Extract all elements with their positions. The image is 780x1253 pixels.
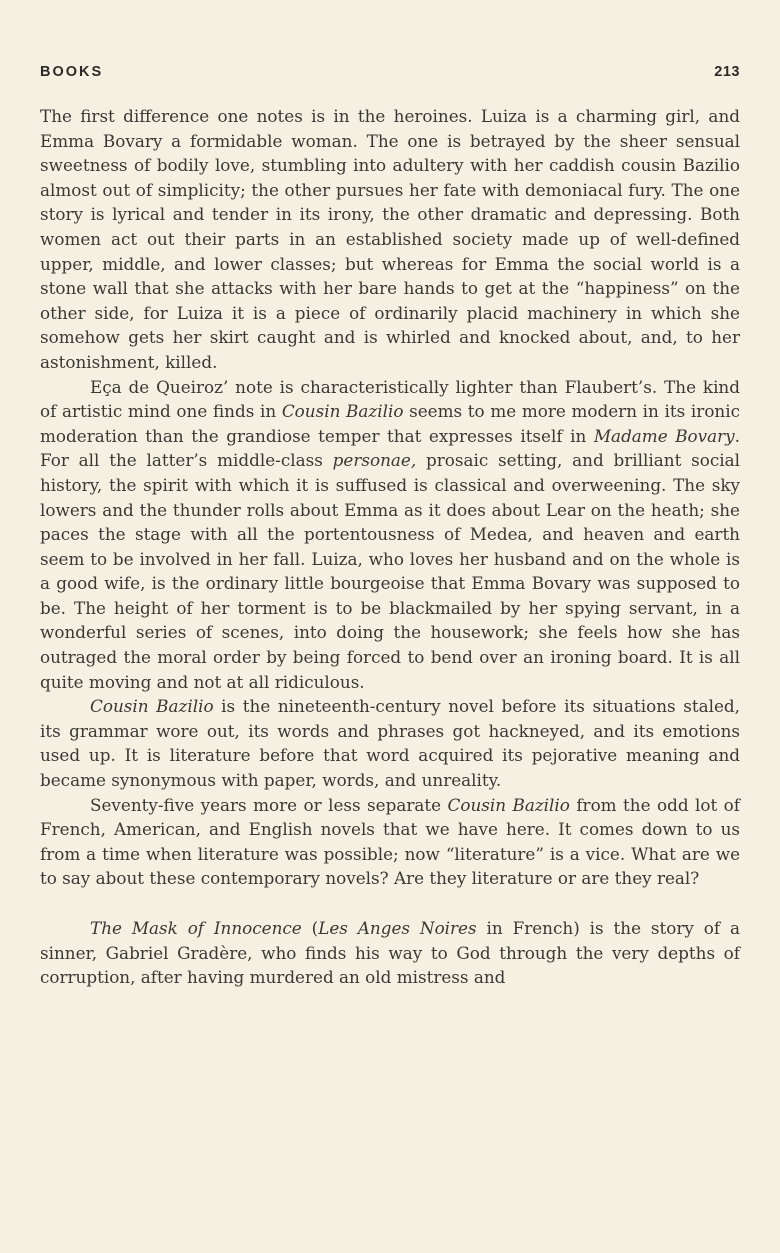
- paragraph-2: [40, 375, 740, 695]
- paragraph-3-title-cousin-bazilio: Cousin Bazilio: [90, 696, 214, 717]
- paragraph-5-title-mask-of-innocence: The Mask of Innocence: [90, 918, 302, 938]
- paragraph-1-text: The first difference one notes is in the heroines. Luiza is a charming girl, and Emma Bovary a formidable woman. The one is betrayed by the sheer sensual sweetness of bodily love, stumbling into adultery with her caddish cousin Bazilio almost out of simplicity; the other pursues her fate with demoniacal fury. The one story is lyrical and tender in its irony, the other dramatic and depressing. Both women act out their parts in an established society made up of well-defined upper, middle, and lower classes; but whereas for Emma the social world is a stone wall that she attacks with her bare hands to get at the “happiness” on the other side, for Luiza it is a piece of ordinarily placid machinery in which she somehow gets her skirt caught and is whirled and knocked about, and, to her astonishment, killed.: [40, 106, 740, 372]
- paragraph-5-title-les-anges-noires: Les Anges Noires: [318, 918, 477, 938]
- paragraph-3: [40, 694, 740, 792]
- paragraph-2-text-g: prosaic setting, and brilliant social history, the spirit with which it is suffused is classical and overweening. The sky lowers and the thunder rolls about Emma as it does about Lear on the heath; she paces the stage with all the portentousness of Medea, and heaven and earth seem to be involved in her fall. Luiza, who loves her husband and on the whole is a good wife, is the ordinary little bourgeoise that Emma Bovary was supposed to be. The height of her torment is to be blackmailed by her spying servant, in a wonderful series of scenes, into doing the housework; she feels how she has outraged the moral order by being forced to bend over an ironing board. It is all quite moving and not at all ridiculous.: [40, 450, 741, 692]
- section-title: BOOKS: [40, 64, 104, 80]
- paragraph-2-word-personae: personae,: [332, 450, 417, 471]
- paragraph-1: [40, 104, 740, 375]
- paragraph-5: [40, 916, 740, 990]
- paragraph-2-title-madame-bovary: Madame Bovary: [593, 425, 735, 446]
- page-number: 213: [714, 64, 740, 80]
- paragraph-4-title-cousin-bazilio: Cousin Bazilio: [447, 794, 570, 815]
- paragraph-5-text-b: (: [301, 918, 319, 938]
- paragraph-2-text-c: seems to me more modern in its ironic moderation than the grandiose temper that expresses itself in: [40, 401, 741, 446]
- paragraph-5-text-d: in French) is the story of a sinner, Gabriel Gradère, who finds his way to God through the very depths of corruption, after having murdered an old mistress and: [40, 918, 740, 988]
- paragraph-2-title-cousin-bazilio: Cousin Bazilio: [281, 401, 404, 422]
- running-head: [40, 60, 740, 84]
- paragraph-4-text-c: from the odd lot of French, American, and English novels that we have here. It comes down to us from a time when literature was possible; now “literature” is a vice. What are we to say about these contemporary novels? Are they literature or are they real?: [40, 794, 740, 889]
- paragraph-2-text-a: Eça de Queiroz’ note is characteristically lighter than Flaubert’s. The kind of artistic mind one finds in: [40, 376, 740, 422]
- body-text: [40, 104, 740, 990]
- paragraph-4-text-a: Seventy-five years more or less separate: [90, 794, 448, 815]
- paragraph-2-text-e: . For all the latter’s middle-class: [40, 425, 740, 471]
- paragraph-4: [40, 793, 740, 891]
- paragraph-3-text-b: is the nineteenth-century novel before its situations staled, its grammar wore out, its words and phrases got hackneyed, and its emotions used up. It is literature before that word acquired its pejorative meaning and became synonymous with paper, words, and unreality.: [40, 696, 740, 791]
